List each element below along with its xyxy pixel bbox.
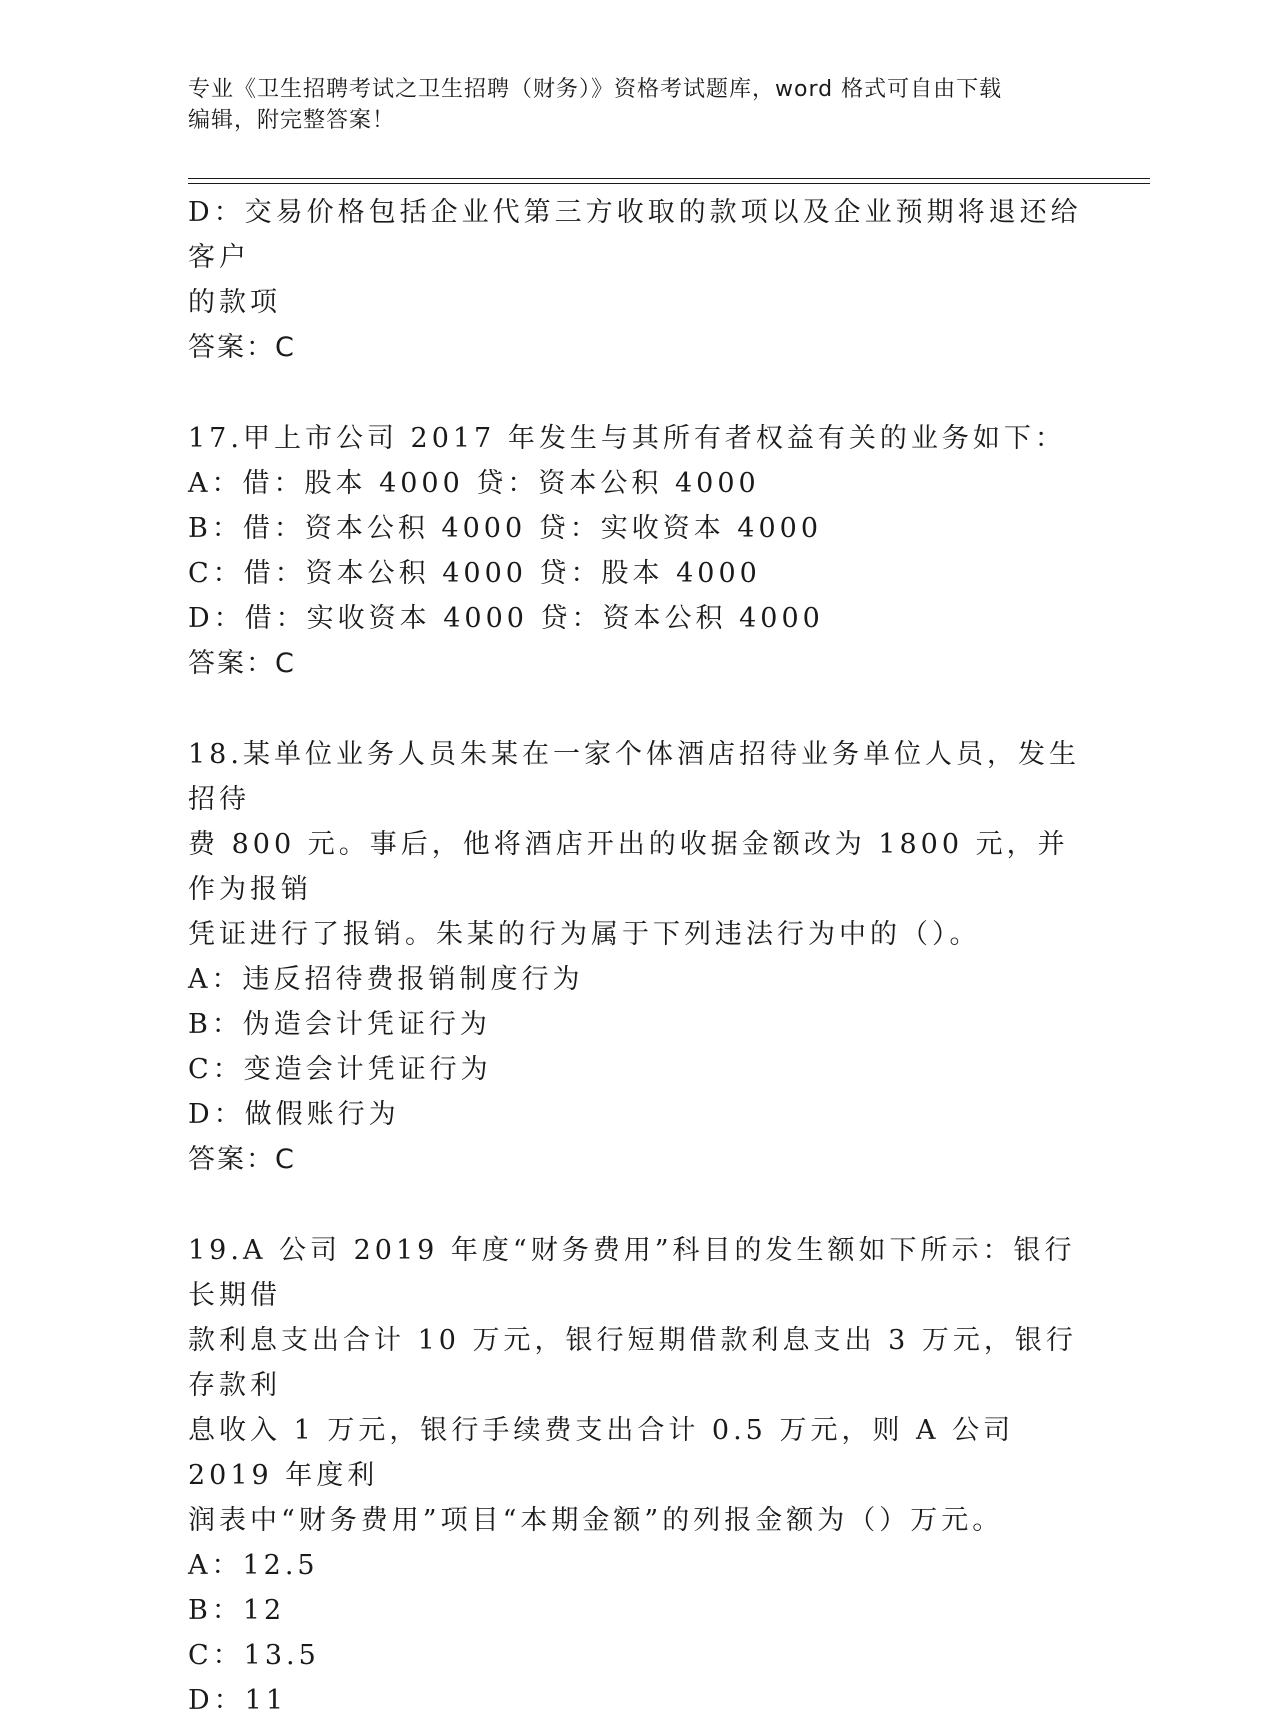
- option-d: D：11: [188, 1685, 288, 1716]
- question-stem-line-3: 凭证进行了报销。朱某的行为属于下列违法行为中的（）。: [188, 919, 981, 950]
- option-d: D：做假账行为: [188, 1099, 400, 1130]
- option-c: C：借：资本公积 4000 贷：股本 4000: [188, 558, 761, 589]
- option-b: B：12: [188, 1595, 286, 1626]
- header-divider-top: [188, 178, 1150, 179]
- question-stem-line-1: 19.A 公司 2019 年度“财务费用”科目的发生额如下所示：银行长期借: [188, 1235, 1076, 1311]
- document-header: [188, 74, 1088, 136]
- question-stem: 17.甲上市公司 2017 年发生与其所有者权益有关的业务如下：: [188, 423, 1066, 454]
- question-stem-line-1: 18.某单位业务人员朱某在一家个体酒店招待业务单位人员，发生招待: [188, 739, 1080, 815]
- question-content: [188, 190, 1088, 1723]
- header-line-2: 编辑，附完整答案！: [188, 108, 396, 133]
- prev-question: [188, 190, 1088, 370]
- question-stem-line-4: 润表中“财务费用”项目“本期金额”的列报金额为（）万元。: [188, 1505, 1004, 1536]
- question-18: [188, 732, 1088, 1182]
- option-a: A：违反招待费报销制度行为: [188, 964, 584, 995]
- question-19: [188, 1228, 1088, 1723]
- question-stem-line-2: 款利息支出合计 10 万元，银行短期借款利息支出 3 万元，银行存款利: [188, 1325, 1077, 1401]
- question-17: [188, 416, 1088, 686]
- question-stem-line-3: 息收入 1 万元，银行手续费支出合计 0.5 万元，则 A 公司 2019 年度利: [188, 1415, 1027, 1491]
- option-b: B：伪造会计凭证行为: [188, 1009, 491, 1040]
- answer: 答案：C: [188, 332, 296, 363]
- option-d: D：借：实收资本 4000 贷：资本公积 4000: [188, 603, 824, 634]
- spacer: [188, 686, 1088, 732]
- header-line-1: 专业《卫生招聘考试之卫生招聘（财务）》资格考试题库，word 格式可自由下载: [188, 77, 1003, 102]
- answer: 答案：C: [188, 1144, 296, 1175]
- question-stem-line-2: 费 800 元。事后，他将酒店开出的收据金额改为 1800 元，并作为报销: [188, 829, 1069, 905]
- option-a: A：12.5: [188, 1550, 319, 1581]
- option-a: A：借：股本 4000 贷：资本公积 4000: [188, 468, 760, 499]
- option-c: C：13.5: [188, 1640, 320, 1671]
- option-b: B：借：资本公积 4000 贷：实收资本 4000: [188, 513, 823, 544]
- header-divider-bottom: [188, 183, 1150, 184]
- option-d-continued: 的款项: [188, 287, 281, 318]
- answer: 答案：C: [188, 648, 296, 679]
- option-d: D：交易价格包括企业代第三方收取的款项以及企业预期将退还给客户: [188, 197, 1082, 273]
- option-c: C：变造会计凭证行为: [188, 1054, 492, 1085]
- spacer: [188, 370, 1088, 416]
- spacer: [188, 1182, 1088, 1228]
